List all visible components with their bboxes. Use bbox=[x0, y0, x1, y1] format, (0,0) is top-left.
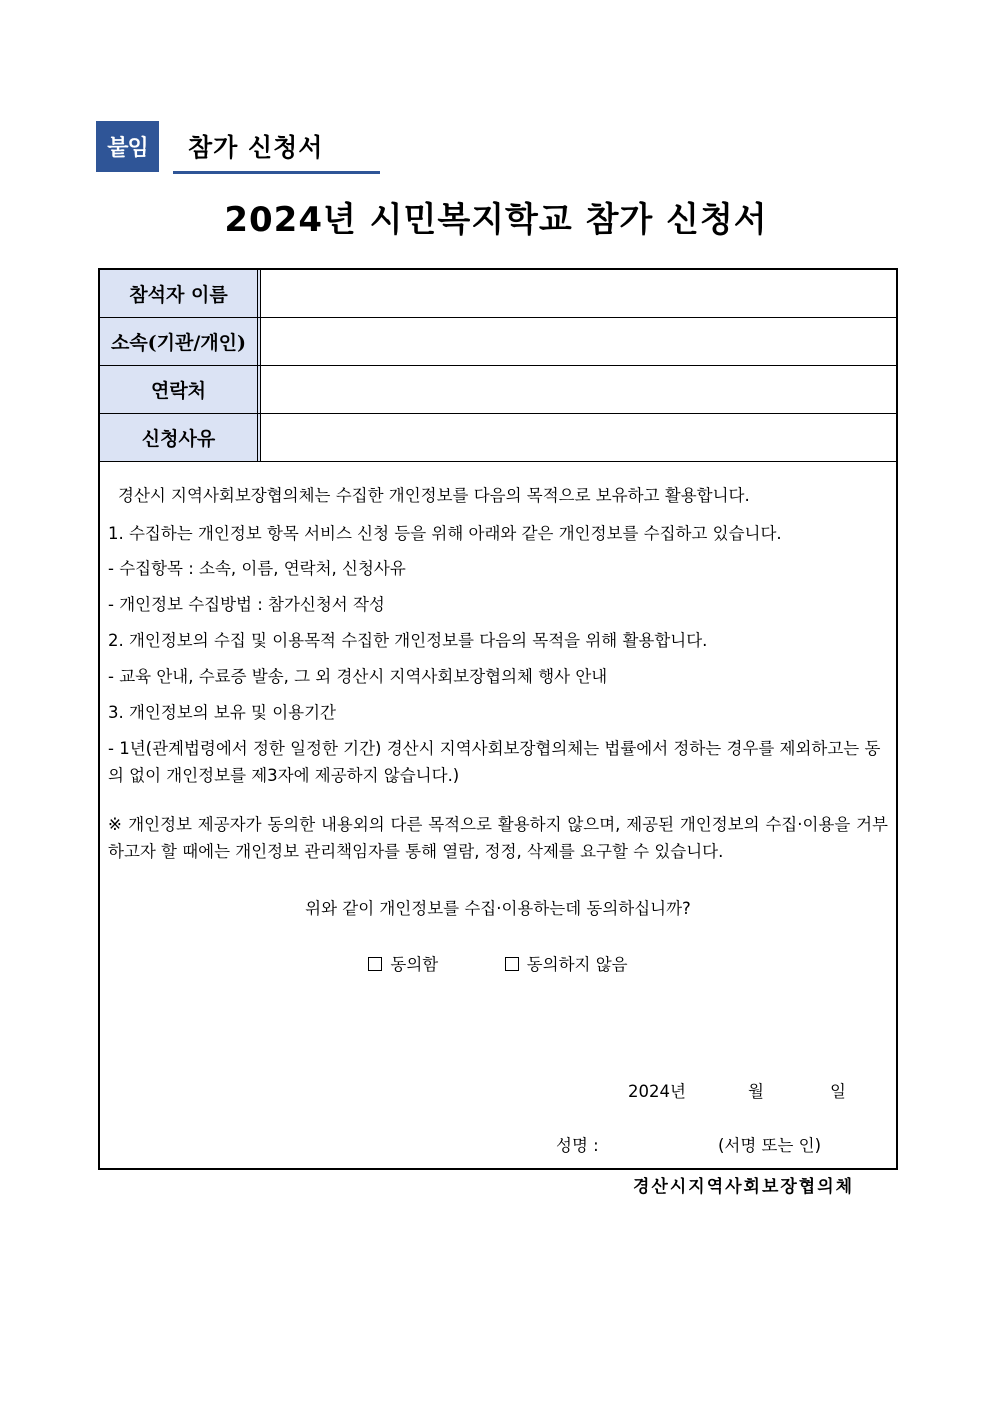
signature-hint: (서명 또는 인) bbox=[718, 1136, 822, 1155]
organization-name: 경산시지역사회보장협의체 bbox=[633, 1177, 855, 1197]
attachment-tag: 붙임 bbox=[96, 121, 159, 172]
agree-checkbox[interactable] bbox=[368, 957, 382, 971]
agree-label: 동의함 bbox=[390, 955, 439, 974]
consent-item-2: 2. 개인정보의 수집 및 이용목적 수집한 개인정보를 다음의 목적을 위해 활용합니다. bbox=[108, 631, 708, 650]
consent-notice: ※ 개인정보 제공자가 동의한 내용외의 다른 목적으로 활용하지 않으며, 제공된 개인정보의 수집·이용을 거부하고자 할 때에는 개인정보 관리책임자를 통해 열람, 정정, 삭제를 요구할 수 있습니다. bbox=[108, 815, 888, 861]
consent-item-1b: - 개인정보 수집방법 : 참가신청서 작성 bbox=[108, 595, 385, 614]
signature-label: 성명 : bbox=[556, 1136, 599, 1155]
disagree-checkbox[interactable] bbox=[505, 957, 519, 971]
section-label: 참가 신청서 bbox=[188, 133, 324, 162]
disagree-label: 동의하지 않음 bbox=[526, 955, 628, 974]
application-form bbox=[98, 268, 898, 1170]
consent-item-2a: - 교육 안내, 수료증 발송, 그 외 경산시 지역사회보장협의체 행사 안내 bbox=[108, 667, 608, 686]
disagree-option[interactable] bbox=[505, 955, 628, 974]
consent-item-3: 3. 개인정보의 보유 및 이용기간 bbox=[108, 703, 336, 722]
reason-label: 신청사유 bbox=[100, 414, 261, 461]
consent-intro: 경산시 지역사회보장협의체는 수집한 개인정보를 다음의 목적으로 보유하고 활용합니다. bbox=[118, 486, 750, 505]
consent-item-3a: - 1년(관계법령에서 정한 일정한 기간) 경산시 지역사회보장협의체는 법률에서 정하는 경우를 제외하고는 동의 없이 개인정보를 제3자에 제공하지 않습니다.) bbox=[108, 739, 881, 785]
form-row-contact bbox=[100, 366, 896, 414]
date-month: 월 bbox=[748, 1082, 764, 1101]
signature-field[interactable] bbox=[640, 1128, 710, 1150]
form-row-name bbox=[100, 270, 896, 318]
form-row-affiliation bbox=[100, 318, 896, 366]
reason-field[interactable] bbox=[262, 414, 896, 461]
contact-field[interactable] bbox=[262, 366, 896, 413]
date-year: 2024년 bbox=[628, 1082, 686, 1101]
agree-option[interactable] bbox=[368, 955, 438, 974]
contact-label: 연락처 bbox=[100, 366, 261, 413]
date-day: 일 bbox=[830, 1082, 846, 1101]
consent-options bbox=[108, 947, 888, 983]
page-title: 2024년 시민복지학교 참가 신청서 bbox=[224, 200, 768, 240]
name-field[interactable] bbox=[262, 270, 896, 317]
privacy-consent-section bbox=[100, 464, 896, 983]
form-row-reason bbox=[100, 414, 896, 462]
name-label: 참석자 이름 bbox=[100, 270, 261, 317]
consent-question: 위와 같이 개인정보를 수집·이용하는데 동의하십니까? bbox=[305, 899, 691, 918]
affiliation-field[interactable] bbox=[262, 318, 896, 365]
consent-item-1: 1. 수집하는 개인정보 항목 서비스 신청 등을 위해 아래와 같은 개인정보를 수집하고 있습니다. bbox=[108, 524, 782, 543]
section-underline bbox=[173, 171, 380, 174]
consent-item-1a: - 수집항목 : 소속, 이름, 연락처, 신청사유 bbox=[108, 559, 406, 578]
affiliation-label: 소속(기관/개인) bbox=[100, 318, 261, 365]
